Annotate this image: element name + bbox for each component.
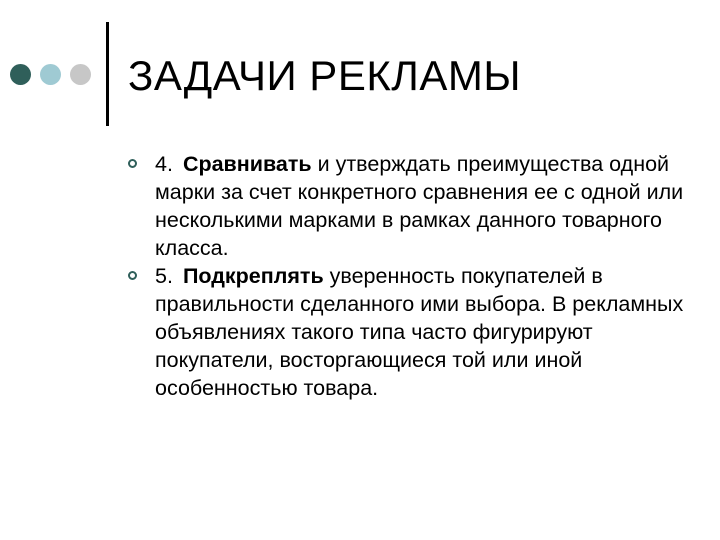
- list-item: [128, 150, 688, 262]
- grey-dot-icon: [70, 64, 91, 85]
- dark-dot-icon: [10, 64, 31, 85]
- ring-bullet-icon: [128, 159, 137, 168]
- list-item: [128, 262, 688, 402]
- item-keyword: Подкреплять: [182, 264, 324, 288]
- slide-title: ЗАДАЧИ РЕКЛАМЫ: [128, 52, 522, 99]
- bullet-list: [128, 150, 688, 402]
- light-blue-dot-icon: [40, 64, 61, 85]
- decorative-dots: [10, 64, 100, 86]
- ring-bullet-icon: [128, 271, 137, 280]
- item-text: уверенность покупателей в правильности сделанного ими выбора. В рекламных объявлениях такого типа часто фигурируют покупатели, восторгающиеся той или иной особенностью товара.: [155, 264, 684, 400]
- item-text: и утверждать преимущества одной марки за счет конкретного сравнения ее с одной или несколькими марками в рамках данного товарного класса.: [155, 152, 684, 260]
- item-number: 5.: [155, 264, 173, 288]
- title-divider: [106, 22, 109, 126]
- item-keyword: Сравнивать: [182, 152, 312, 176]
- item-number: 4.: [155, 152, 173, 176]
